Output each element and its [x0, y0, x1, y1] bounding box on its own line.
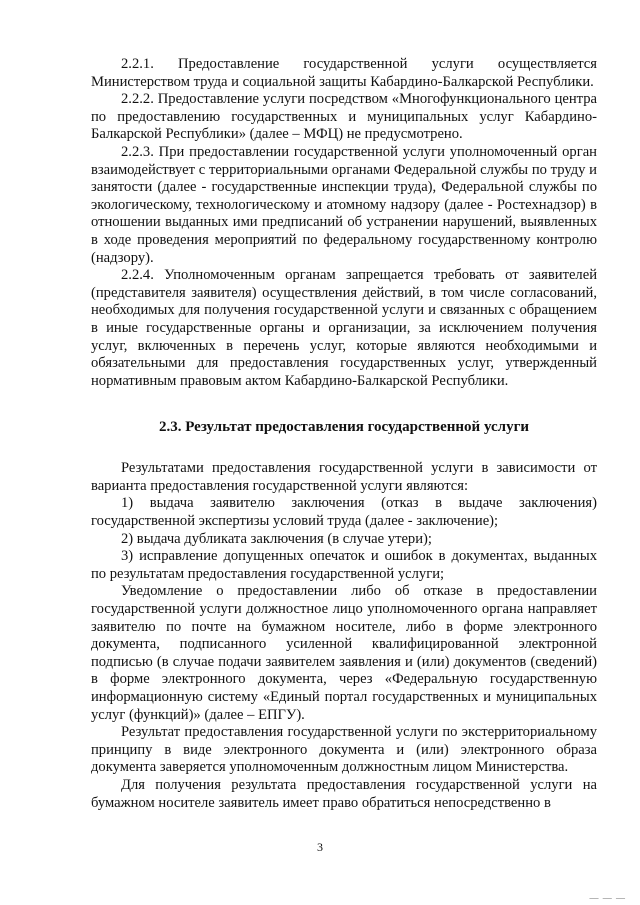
paragraph-result-item-1: 1) выдача заявителю заключения (отказ в выдаче заключения) государственной экспертизы условий труда (далее - заключение);: [91, 495, 597, 530]
paragraph-paper-result: Для получения результата предоставления государственной услуги на бумажном носителе заявитель имеет право обратиться непосредственно в: [91, 776, 597, 811]
paragraph-2-2-4: 2.2.4. Уполномоченным органам запрещается требовать от заявителей (представителя заявителя) осуществления действий, в том числе согласований, необходимых для получения государственной услуги и связанных с обращением в иные государственные органы и организации, за исключением получения услуг, включенных в перечень услуг, которые являются необходимыми и обязательными для предоставления государственных услуг, утвержденный нормативным правовым актом Кабардино-Балкарской Республики.: [91, 267, 597, 389]
paragraph-2-2-2: 2.2.2. Предоставление услуги посредством «Многофункционального центра по предоставлению государственных и муниципальных услуг Кабардино-Балкарской Республики» (далее – МФЦ) не предусмотрено.: [91, 91, 597, 143]
paragraph-2-2-3: 2.2.3. При предоставлении государственной услуги уполномоченный орган взаимодействует с территориальными органами Федеральной службы по труду и занятости (далее - государственные инспекции труда), Федеральной службы по экологическому, технологическому и атомному надзору (далее - Ростехнадзор) в отношении выданных ими предписаний об устранении нарушений, выявленных в ходе проведения мероприятий по федеральному государственному контролю (надзору).: [91, 143, 597, 266]
paragraph-2-2-1: 2.2.1. Предоставление государственной услуги осуществляется Министерством труда и социальной защиты Кабардино-Балкарской Республики.: [91, 56, 597, 90]
scan-corner-mark: — — —: [589, 893, 626, 903]
paragraph-extraterritorial: Результат предоставления государственной услуги по экстерриториальному принципу в виде электронного документа и (или) электронного образа документа заверяется уполномоченным должностным лицом Министерства.: [91, 724, 597, 776]
paragraph-result-item-3: 3) исправление допущенных опечаток и ошибок в документах, выданных по результатам предоставления государственной услуги;: [91, 548, 597, 582]
paragraph-results-intro: Результатами предоставления государственной услуги в зависимости от варианта предоставления государственной услуги являются:: [91, 460, 597, 494]
document-body: [91, 56, 597, 812]
paragraph-notification: Уведомление о предоставлении либо об отказе в предоставлении государственной услуги должностное лицо уполномоченного органа направляет заявителю по почте на бумажном носителе, либо в форме электронного документа, подписанного усиленной квалифицированной электронной подписью (в случае подачи заявителем заявления и (или) документов (сведений) в форме электронного документа, через «Федеральную государственную информационную систему «Единый портал государственных и муниципальных услуг (функций)» (далее – ЕПГУ).: [91, 583, 597, 723]
paragraph-result-item-2: 2) выдача дубликата заключения (в случае утери);: [121, 530, 432, 547]
page-number: 3: [317, 840, 323, 854]
section-heading: 2.3. Результат предоставления государственной услуги: [158, 419, 530, 436]
